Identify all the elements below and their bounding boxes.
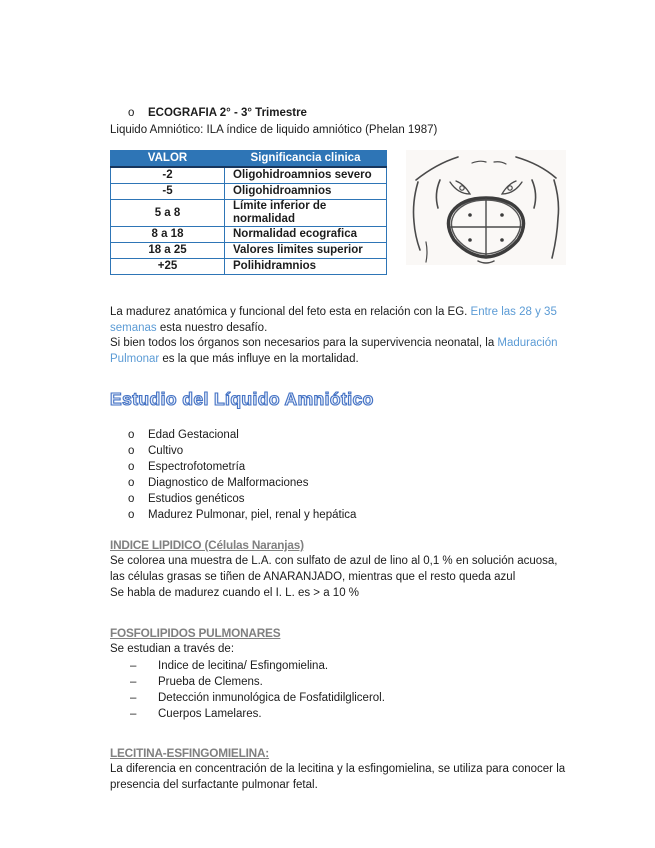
section-title-estudio: Estudio del Líquido Amniótico — [110, 389, 374, 409]
bullet-marker: o — [128, 477, 135, 489]
dash-marker: – — [130, 660, 137, 672]
significancia-cell: Límite inferior de normalidad — [225, 200, 387, 227]
dash-marker: – — [130, 676, 137, 688]
ecografia-title: ECOGRAFIA 2° - 3° Trimestre — [148, 107, 307, 119]
text-run: esta nuestro desafío. — [156, 321, 268, 334]
list-item-label: Diagnostico de Malformaciones — [148, 477, 309, 489]
maturity-paragraphs — [110, 305, 566, 367]
dash-marker: – — [130, 692, 137, 704]
significancia-cell: Polihidramnios — [225, 259, 387, 275]
list-item — [110, 459, 566, 475]
document-content — [110, 106, 566, 793]
section-lecitina — [110, 746, 566, 793]
valor-cell: 8 a 18 — [111, 227, 225, 243]
list-item — [110, 427, 566, 443]
table-row — [111, 243, 387, 259]
significancia-cell: Normalidad ecografica — [225, 227, 387, 243]
table-row — [111, 227, 387, 243]
estudio-list — [110, 427, 566, 523]
list-item — [110, 690, 566, 706]
list-item-label: Cultivo — [148, 445, 184, 457]
valor-cell: 18 a 25 — [111, 243, 225, 259]
table-row — [111, 167, 387, 184]
ecografia-bullet-line — [128, 106, 566, 122]
list-item-label: Espectrofotometría — [148, 461, 246, 473]
highlight-maduracion-pulmonar: Maduración Pulmonar — [110, 337, 558, 365]
text-run: es la que más influye en la mortalidad. — [159, 352, 359, 365]
list-item — [110, 658, 566, 674]
paragraph-madurez — [110, 305, 566, 336]
indice-lipidico-line2: Se habla de madurez cuando el I. L. es > a 10 % — [110, 587, 360, 599]
bullet-marker: o — [128, 429, 135, 441]
indice-lipidico-body: Se colorea una muestra de L.A. con sulfato de azul de lino al 0,1 % en solución acuosa, las células grasas se tiñen de ANARANJADO, mientras que el resto queda azul — [110, 555, 558, 583]
dash-marker: – — [130, 708, 137, 720]
fosfolipidos-intro: Se estudian a través de: — [110, 642, 235, 655]
list-item — [110, 443, 566, 459]
list-item-label: Detección inmunológica de Fosfatidilglicerol. — [158, 692, 385, 704]
text-run: La madurez anatómica y funcional del feto esta en relación con la EG. — [110, 306, 471, 318]
intro-line: Liquido Amniótico: ILA índice de liquido amniótico (Phelan 1987) — [110, 123, 438, 136]
fosfolipidos-list — [110, 658, 566, 722]
table-header-row — [111, 151, 387, 168]
list-item — [110, 491, 566, 507]
valor-cell: -5 — [111, 184, 225, 200]
list-item-label: Madurez Pulmonar, piel, renal y hepática — [148, 509, 357, 521]
list-item-label: Edad Gestacional — [148, 429, 239, 441]
ila-table — [110, 150, 387, 275]
heading-fosfolipidos: FOSFOLIPIDOS PULMONARES — [110, 625, 281, 640]
highlight-semanas: Entre las 28 y 35 semanas — [110, 306, 557, 334]
paragraph-organos — [110, 336, 566, 367]
list-item-label: Estudios genéticos — [148, 493, 245, 505]
list-item-label: Prueba de Clemens. — [158, 676, 263, 688]
section-indice-lipidico — [110, 538, 566, 602]
valor-cell: -2 — [111, 167, 225, 184]
table-row — [111, 259, 387, 275]
list-item — [110, 507, 566, 523]
list-item — [110, 706, 566, 722]
table-row — [111, 184, 387, 200]
heading-lecitina: LECITINA-ESFINGOMIELINA: — [110, 746, 270, 760]
list-item-label: Cuerpos Lamelares. — [158, 708, 262, 720]
significancia-cell: Oligohidroamnios — [225, 184, 387, 200]
text-run: Si bien todos los órganos son necesarios para la supervivencia neonatal, la — [110, 337, 498, 349]
list-item — [110, 674, 566, 690]
heading-indice-lipidico: INDICE LIPIDICO (Células Naranjas) — [110, 538, 304, 552]
list-item — [110, 475, 566, 491]
table-row — [111, 200, 387, 227]
bullet-marker: o — [128, 493, 135, 505]
col-header-significancia: Significancia clinica — [225, 151, 387, 168]
bullet-marker: o — [128, 107, 135, 119]
col-header-valor: VALOR — [111, 151, 225, 168]
list-item-label: Indice de lecitina/ Esfingomielina. — [158, 660, 329, 672]
valor-cell: 5 a 8 — [111, 200, 225, 227]
table-figure-row — [110, 150, 566, 275]
bullet-marker: o — [128, 445, 135, 457]
significancia-cell: Valores limites superior — [225, 243, 387, 259]
bullet-marker: o — [128, 461, 135, 473]
lecitina-body: La diferencia en concentración de la lecitina y la esfingomielina, se utiliza para conocer la presencia del surfactante pulmonar fetal. — [110, 763, 566, 791]
bullet-marker: o — [128, 509, 135, 521]
abdomen-quadrants-sketch — [406, 150, 566, 265]
section-fosfolipidos — [110, 626, 566, 723]
significancia-cell: Oligohidroamnios severo — [225, 167, 387, 184]
valor-cell: +25 — [111, 259, 225, 275]
